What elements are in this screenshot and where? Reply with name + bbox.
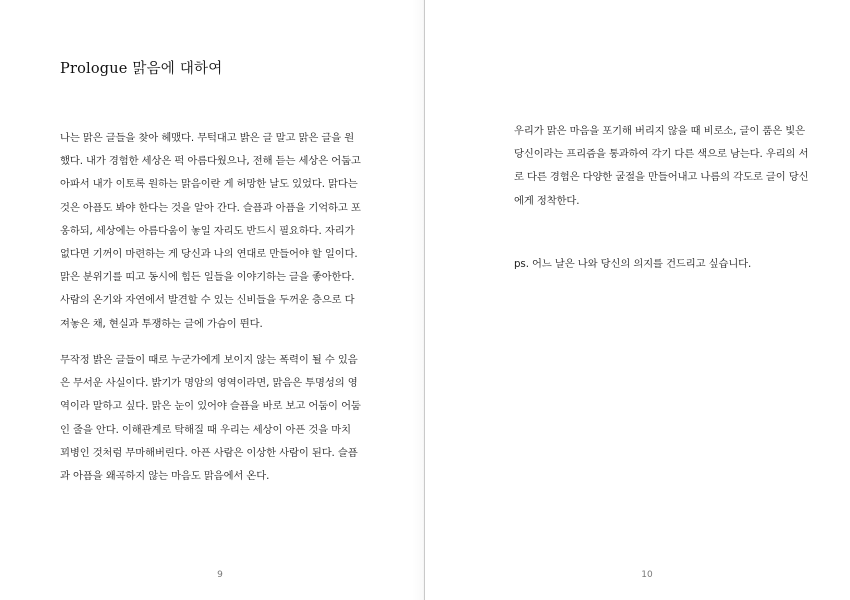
text-line: 은 무서운 사실이다. 밝기가 명암의 영역이라면, 맑음은 투명성의 영 [60, 377, 358, 390]
right-paragraph-1 [514, 120, 809, 213]
text-line: 져놓은 채, 현실과 투쟁하는 글에 가슴이 뛴다. [60, 317, 263, 330]
page-number-right: 10 [641, 570, 653, 580]
text-line: 나는 맑은 글들을 찾아 헤맸다. 무턱대고 밝은 글 말고 맑은 글을 원 [60, 132, 355, 144]
postscript [514, 253, 800, 276]
text-line: 옹하되, 세상에는 아름다움이 놓일 자리도 반드시 필요하다. 자리가 [60, 224, 355, 237]
text-line: 우리가 맑은 마음을 포기해 버리지 않을 때 비로소, 글이 품은 빛은 [514, 125, 805, 137]
text-line: 당신이라는 프리즘을 통과하여 각기 다른 색으로 남는다. 우리의 서 [514, 148, 809, 161]
page-number-left: 9 [217, 570, 223, 580]
text-line: 것은 아픔도 봐야 한다는 것을 알아 간다. 슬픔과 아픔을 기억하고 포 [60, 201, 361, 214]
text-line: 무작정 밝은 글들이 때로 누군가에게 보이지 않는 폭력이 될 수 있음 [60, 354, 358, 366]
left-paragraph-1 [60, 127, 372, 336]
left-paragraph-2 [60, 349, 372, 488]
text-line: 꾀병인 것처럼 무마해버린다. 아픈 사람은 이상한 사람이 된다. 슬픔 [60, 446, 358, 459]
text-line: 사람의 온기와 자연에서 발견할 수 있는 신비들을 두꺼운 층으로 다 [60, 294, 355, 307]
ps-line: ps. 어느 날은 나와 당신의 의지를 건드리고 싶습니다. [514, 258, 752, 270]
right-page [425, 0, 850, 600]
text-line: 없다면 기꺼이 마련하는 게 당신과 나의 연대로 만들어야 할 일이다. [60, 247, 358, 260]
text-line: 과 아픔을 왜곡하지 않는 마음도 맑음에서 온다. [60, 469, 270, 482]
text-line: 맑은 분위기를 띠고 동시에 힘든 일들을 이야기하는 글을 좋아한다. [60, 271, 355, 284]
text-line: 했다. 내가 경험한 세상은 퍽 아름다웠으나, 전해 듣는 세상은 어둡고 [60, 155, 361, 168]
text-line: 로 다른 경험은 다양한 굴절을 만들어내고 나름의 각도로 글이 당신 [514, 171, 809, 184]
text-line: 아파서 내가 이토록 원하는 맑음이란 게 허망한 날도 있었다. 맑다는 [60, 178, 358, 191]
text-line: 에게 정착한다. [514, 194, 580, 207]
text-line: 인 줄을 안다. 이해관계로 탁해질 때 우리는 세상이 아픈 것을 마치 [60, 423, 351, 436]
text-line: 역이라 말하고 싶다. 맑은 눈이 있어야 슬픔을 바로 보고 어둠이 어둠 [60, 400, 361, 413]
chapter-title: Prologue 맑음에 대하여 [60, 61, 223, 77]
